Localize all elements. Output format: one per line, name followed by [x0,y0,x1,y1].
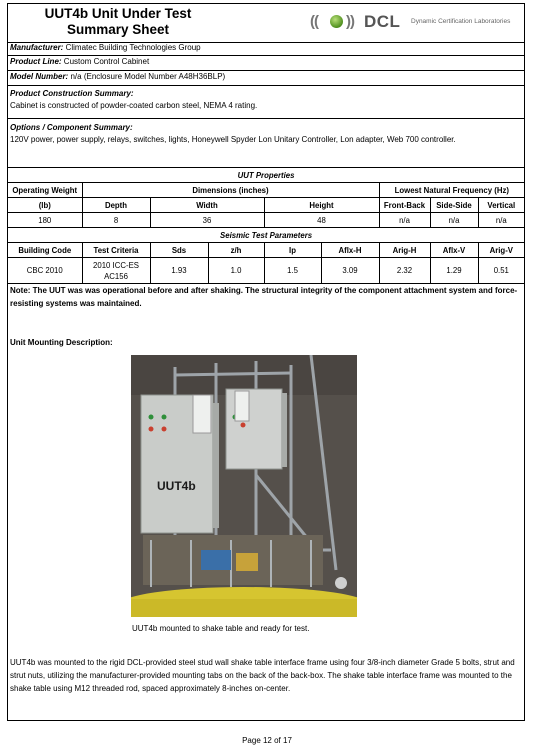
dimensions-label: Dimensions (inches) [82,183,379,198]
front-back-value: n/a [379,213,430,228]
height-value: 48 [264,213,379,228]
front-back-label: Front-Back [379,198,430,213]
seismic-header-cell: Arig-H [379,243,430,258]
logo-brand: DCL [364,12,401,31]
width-value: 36 [150,213,264,228]
photo-caption: UUT4b mounted to shake table and ready for test. [132,624,310,633]
uut-properties-heading: UUT Properties [8,168,524,183]
manufacturer-value: Climatec Building Technologies Group [65,43,201,52]
side-side-value: n/a [430,213,478,228]
seismic-header-cell: Aflx-V [430,243,478,258]
product-line-value: Custom Control Cabinet [63,57,150,66]
vertical-value: n/a [478,213,524,228]
product-line-row [8,56,524,71]
operating-weight-unit: (lb) [8,198,82,213]
uut-photo-illustration [131,355,357,617]
logo-right-paren-icon: )) [346,13,354,30]
model-value: n/a (Enclosure Model Number A48H36BLP) [70,72,226,81]
model-row [8,71,524,86]
seismic-header-cell: Test Criteria [82,243,150,258]
zh-value: 1.0 [208,258,264,284]
model-label: Model Number: [10,72,69,81]
photo-uut-label: UUT4b [157,479,196,493]
seismic-header-cell: Sds [150,243,208,258]
mounting-description-label: Unit Mounting Description: [10,338,113,347]
construction-value: Cabinet is constructed of powder-coated carbon steel, NEMA 4 rating. [10,101,258,110]
side-side-label: Side-Side [430,198,478,213]
manufacturer-label: Manufacturer: [10,43,64,52]
operating-weight-label: Operating Weight [8,183,82,198]
options-label: Options / Component Summary: [10,123,133,132]
test-criteria-line-1: 2010 ICC-ES [93,260,139,270]
ip-value: 1.5 [264,258,321,284]
test-criteria-line-2: AC156 [104,271,128,281]
height-label: Height [264,198,379,213]
seismic-header-cell: Building Code [8,243,82,258]
seismic-header-cell: Arig-V [478,243,524,258]
page-number: Page 12 of 17 [242,736,292,745]
depth-value: 8 [82,213,150,228]
width-label: Width [150,198,264,213]
title-line-2: Summary Sheet [66,22,170,37]
product-line-label: Product Line: [10,57,62,66]
sheet-header [8,4,524,43]
summary-sheet [7,3,525,721]
options-value: 120V power, power supply, relays, switches, lights, Honeywell Spyder Lon Unitary Controller, Lon adapter, Web 700 controller. [10,135,456,144]
seismic-header-cell: z/h [208,243,264,258]
arig-h-value: 2.32 [379,258,430,284]
uut-properties-table [8,168,524,284]
logo-globe-icon [330,15,343,28]
manufacturer-row [8,42,524,56]
options-row [8,119,524,168]
construction-row [8,86,524,119]
construction-label: Product Construction Summary: [10,89,134,98]
sheet-title [8,6,228,38]
test-criteria-value [82,258,150,284]
seismic-header-cell: Aflx-H [321,243,379,258]
seismic-heading: Seismic Test Parameters [8,228,524,243]
logo-tagline: Dynamic Certification Laboratories [411,18,511,25]
weight-value: 180 [8,213,82,228]
mounting-description: UUT4b was mounted to the rigid DCL-provided steel stud wall shake table interface frame using four 3/8-inch diameter Grade 5 bolts, strut and strut nuts, utilizing the manufacturer-provided mounting tabs on the back of the back-box. The shake table interface frame was mounted to the shake table using M12 threaded rod, spaced approximately 8-inches on-center. [10,658,515,693]
frequency-label: Lowest Natural Frequency (Hz) [379,183,524,198]
logo-left-paren-icon: (( [310,13,318,30]
building-code-value: CBC 2010 [8,258,82,284]
arig-v-value: 0.51 [478,258,524,284]
depth-label: Depth [82,198,150,213]
title-line-1: UUT4b Unit Under Test [44,6,192,21]
aflx-v-value: 1.29 [430,258,478,284]
vertical-label: Vertical [478,198,524,213]
sds-value: 1.93 [150,258,208,284]
aflx-h-value: 3.09 [321,258,379,284]
uut-mounting-photo [131,355,357,617]
seismic-header-cell: Ip [264,243,321,258]
test-note: Note: The UUT was was operational before and after shaking. The structural integrity of the component attachment system and force-resisting systems was maintained. [10,286,518,308]
